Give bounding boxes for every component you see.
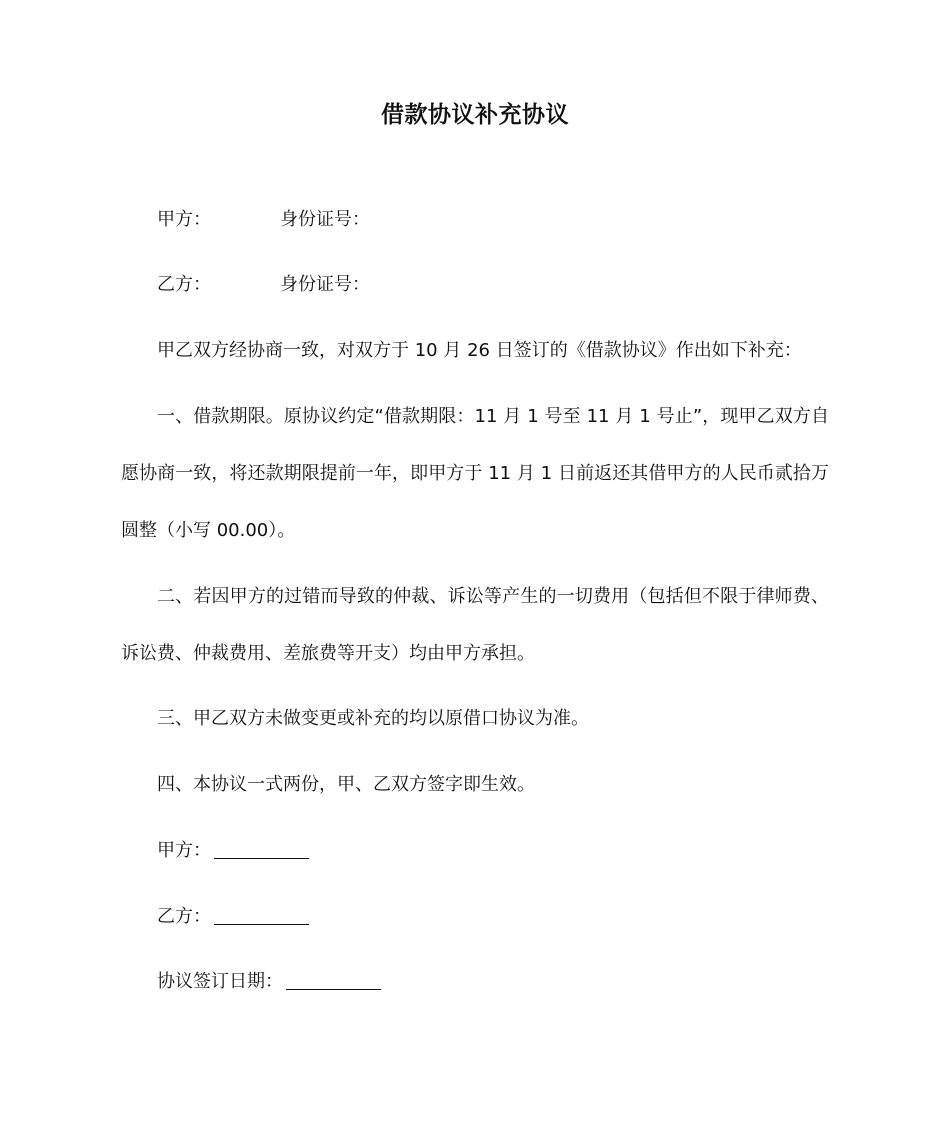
clause-4: 四、本协议一式两份，甲、乙双方签字即生效。: [157, 774, 535, 795]
clause-3: 三、甲乙双方未做变更或补充的均以原借口协议为准。: [157, 708, 589, 729]
signature-party-b-blank[interactable]: [214, 904, 309, 925]
signature-party-b-label: 乙方：: [157, 906, 211, 927]
signature-party-a-label: 甲方：: [157, 840, 211, 861]
document-title: 借款协议补充协议: [381, 102, 569, 128]
signature-date: [157, 969, 381, 994]
party-a-id-label: 身份证号：: [280, 209, 370, 230]
clause-2-line-1: 二、若因甲方的过错而导致的仲裁、诉讼等产生的一切费用（包括但不限于律师费、: [157, 586, 829, 607]
signature-date-blank[interactable]: [286, 969, 381, 990]
party-b-label: 乙方：: [157, 274, 211, 295]
clause-1-line-2: 愿协商一致，将还款期限提前一年，即甲方于 11 月 1 日前返还其借甲方的人民币贰拾万: [121, 463, 829, 484]
signature-party-b: [157, 904, 309, 929]
clause-1-line-3: 圆整（小写 00.00）。: [121, 520, 296, 541]
signature-date-label: 协议签订日期：: [157, 971, 283, 992]
clause-2-line-2: 诉讼费、仲裁费用、差旅费等开支）均由甲方承担。: [121, 643, 535, 664]
signature-party-a-blank[interactable]: [214, 838, 309, 859]
intro-paragraph: 甲乙双方经协商一致，对双方于 10 月 26 日签订的《借款协议》作出如下补充：: [157, 340, 802, 361]
party-b-id-label: 身份证号：: [280, 274, 370, 295]
signature-party-a: [157, 838, 309, 863]
party-a-label: 甲方：: [157, 209, 211, 230]
clause-1-line-1: 一、借款期限。原协议约定“借款期限：11 月 1 号至 11 月 1 号止”，现甲乙双方自: [157, 406, 829, 427]
